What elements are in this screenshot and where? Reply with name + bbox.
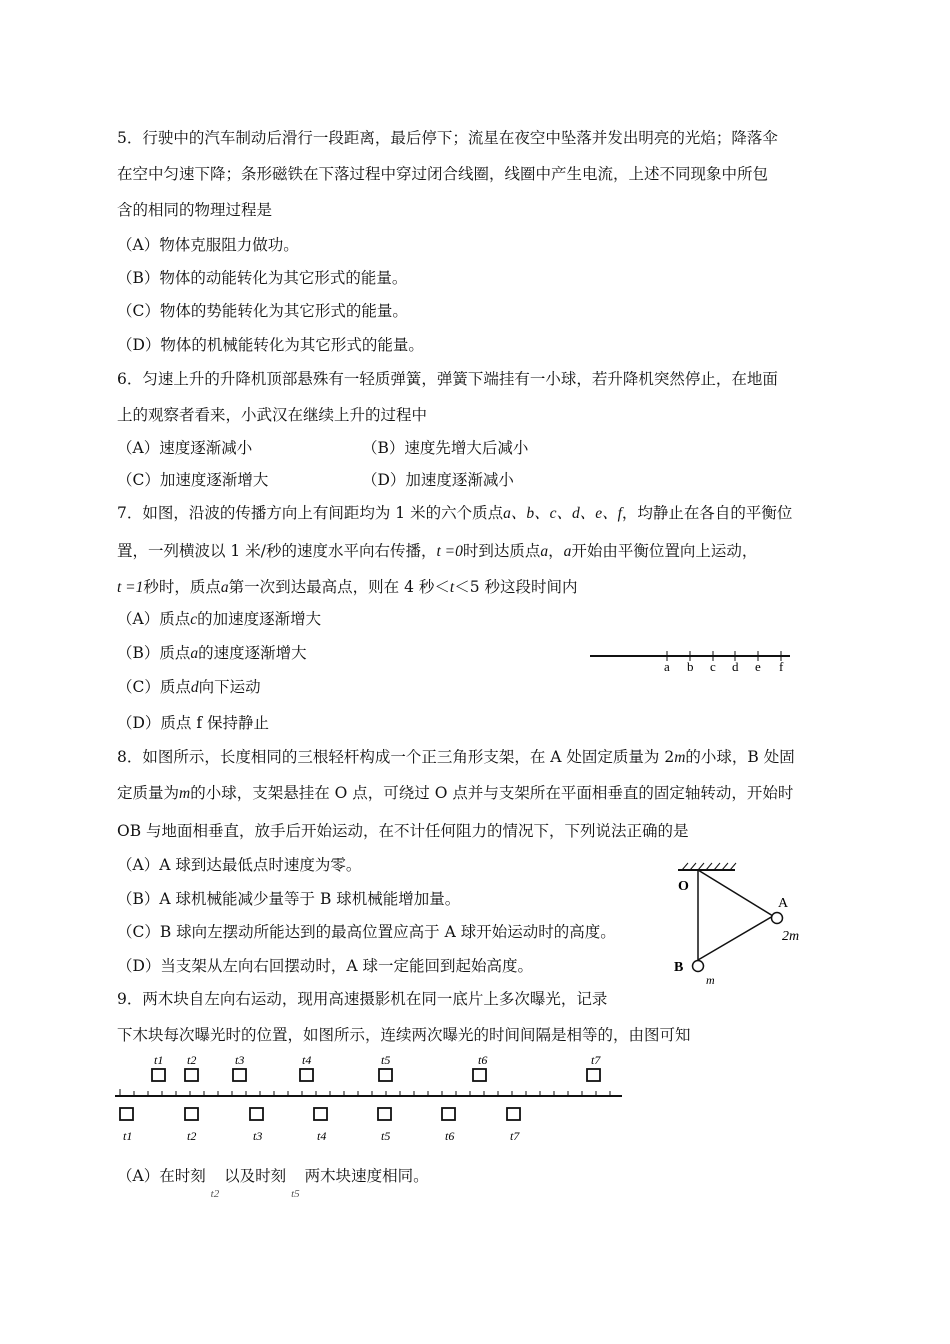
q9-top-label-t3: t3: [235, 1053, 245, 1067]
q7-line1-prefix: 7．如图，沿波的传播方向上有间距均为 1 米的六个质点: [117, 504, 504, 522]
q7-line2-sep: ，: [548, 542, 564, 560]
q8-option-c: （C）B 球向左摆动所能达到的最高位置应高于 A 球开始运动时的高度。: [117, 923, 616, 941]
q7-t1: t =1: [117, 579, 144, 596]
q7-option-a: [117, 609, 321, 630]
q9-exposure-figure: [110, 1050, 630, 1150]
q9-optA-post: 两木块速度相同。: [304, 1167, 429, 1185]
point-label-e: e: [755, 659, 761, 674]
q7-line-3: [117, 577, 578, 598]
q7-optA-var: c: [190, 611, 198, 628]
q6-line-2: 上的观察者看来，小武汉在继续上升的过程中: [117, 406, 428, 424]
q7-optC-pre: （C）质点: [117, 678, 191, 696]
q5-option-d: （D）物体的机械能转化为其它形式的能量。: [117, 336, 424, 354]
q8-line1-prefix: 8．如图所示，长度相同的三根轻杆构成一个正三角形支架，在 A 处固定质量为 2: [117, 748, 675, 766]
q7-optB-var: a: [190, 645, 199, 662]
q7-line2-mid: 时到达质点: [462, 542, 541, 560]
q7-line-2: [117, 541, 757, 562]
q9-top-blocks: [152, 1069, 600, 1081]
q8-label-m: m: [706, 973, 715, 987]
q9-top-label-t5: t5: [381, 1053, 391, 1067]
q6-option-b: （B）速度先增大后减小: [362, 439, 529, 457]
q5-option-a: （A）物体克服阻力做功。: [117, 236, 299, 254]
q7-line1-suffix: ，均静止在各自的平衡位: [621, 504, 793, 522]
q8-var-m2: m: [179, 785, 191, 802]
point-label-d: d: [732, 659, 739, 674]
q8-label-2m: 2m: [782, 929, 800, 944]
q7-option-b: [117, 643, 307, 664]
q7-wave-figure: [585, 645, 795, 675]
q9-optA-mid: 以及时刻: [224, 1167, 287, 1185]
q9-bottom-label-t7: t7: [510, 1129, 520, 1143]
q8-label-b: B: [674, 960, 684, 975]
q9-bottom-label-t3: t3: [253, 1129, 263, 1143]
q6-option-d: （D）加速度逐渐减小: [362, 471, 514, 489]
q8-label-o: O: [678, 879, 689, 894]
q9-bottom-label-t4: t4: [317, 1129, 327, 1143]
q7-line2-prefix: 置，一列横波以 1 米/秒的速度水平向右传播，: [117, 542, 437, 560]
q7-t0: t =0: [436, 543, 463, 560]
q7-var-a2: a: [563, 543, 572, 560]
q7-optC-var: d: [190, 679, 199, 696]
q9-line-1: 9．两木块自左向右运动，现用高速摄影机在同一底片上多次曝光，记录: [117, 990, 608, 1008]
q9-ruler-ticks: [120, 1089, 610, 1096]
q8-line2-suffix: 的小球，支架悬挂在 O 点，可绕过 O 点并与支架所在平面相垂直的固定轴转动，开始时: [190, 784, 794, 802]
q8-option-b: （B）A 球机械能减少量等于 B 球机械能增加量。: [117, 890, 461, 908]
point-label-c: c: [710, 659, 716, 674]
q9-top-label-t4: t4: [302, 1053, 312, 1067]
q9-top-label-t2: t2: [187, 1053, 197, 1067]
q8-line-3: OB 与地面相垂直，放手后开始运动，在不计任何阻力的情况下，下列说法正确的是: [117, 822, 689, 840]
q7-line-1: [117, 503, 792, 524]
q9-optA-pre: （A）在时刻: [117, 1167, 206, 1185]
q7-line3-mid1: 秒时，质点: [143, 578, 221, 596]
q7-points-list: a、b、c、d、e、f: [503, 505, 622, 522]
q9-optA-t2: t2: [210, 1188, 220, 1200]
q9-top-label-t6: t6: [478, 1053, 488, 1067]
q6-option-c: （C）加速度逐渐增大: [117, 471, 269, 489]
q7-optB-pre: （B）质点: [117, 644, 191, 662]
point-label-a: a: [664, 659, 670, 674]
point-label-f: f: [779, 659, 784, 674]
q7-var-a1: a: [540, 543, 549, 560]
q7-optC-post: 向下运动: [198, 678, 261, 696]
q7-optA-pre: （A）质点: [117, 610, 191, 628]
q7-line3-suffix: ＜5 秒这段时间内: [454, 578, 578, 596]
q9-top-label-t7: t7: [591, 1053, 601, 1067]
q8-line-1: [117, 747, 795, 768]
q5-line-3: 含的相同的物理过程是: [117, 201, 273, 219]
q8-line1-suffix: 的小球，B 处固: [685, 748, 795, 766]
q7-optA-post: 的加速度逐渐增大: [197, 610, 322, 628]
q7-line2-suffix: 开始由平衡位置向上运动，: [571, 542, 758, 560]
q7-line3-mid2: 第一次到达最高点，则在 4 秒＜: [228, 578, 450, 596]
q9-bottom-label-t2: t2: [187, 1129, 197, 1143]
q8-label-a: A: [778, 896, 789, 911]
q6-option-a: （A）速度逐渐减小: [117, 439, 253, 457]
q8-triangle-figure: [670, 860, 830, 988]
q8-option-d: （D）当支架从左向右回摆动时，A 球一定能回到起始高度。: [117, 957, 534, 975]
q8-option-a: （A）A 球到达最低点时速度为零。: [117, 856, 362, 874]
q9-bottom-label-t6: t6: [445, 1129, 455, 1143]
q9-optA-t5: t5: [291, 1188, 300, 1200]
q5-option-b: （B）物体的动能转化为其它形式的能量。: [117, 269, 408, 287]
q9-option-a: [117, 1166, 429, 1200]
q6-line-1: 6．匀速上升的升降机顶部悬殊有一轻质弹簧，弹簧下端挂有一小球，若升降机突然停止，在地面: [117, 370, 778, 388]
q9-bottom-blocks: [120, 1108, 520, 1120]
q9-bottom-label-t5: t5: [381, 1129, 391, 1143]
q9-line-2: 下木块每次曝光时的位置，如图所示，连续两次曝光的时间间隔是相等的，由图可知: [117, 1026, 691, 1044]
q7-optB-post: 的速度逐渐增大: [198, 644, 307, 662]
q8-line2-prefix: 定质量为: [117, 784, 180, 802]
q8-var-m1: m: [674, 749, 686, 766]
q5-line-1: 5．行驶中的汽车制动后滑行一段距离，最后停下；流星在夜空中坠落并发出明亮的光焰；降落伞: [117, 129, 778, 147]
q8-line-2: [117, 783, 793, 804]
q9-bottom-label-t1: t1: [123, 1129, 133, 1143]
point-label-b: b: [687, 659, 694, 674]
q5-line-2: 在空中匀速下降；条形磁铁在下落过程中穿过闭合线圈，线圈中产生电流，上述不同现象中所包: [117, 165, 769, 183]
q7-option-c: [117, 677, 261, 698]
q5-option-c: （C）物体的势能转化为其它形式的能量。: [117, 302, 408, 320]
q9-top-label-t1: t1: [154, 1053, 164, 1067]
q7-option-d: （D）质点 f 保持静止: [117, 714, 270, 732]
q7-var-t: t: [449, 579, 455, 596]
q7-var-a3: a: [220, 579, 229, 596]
